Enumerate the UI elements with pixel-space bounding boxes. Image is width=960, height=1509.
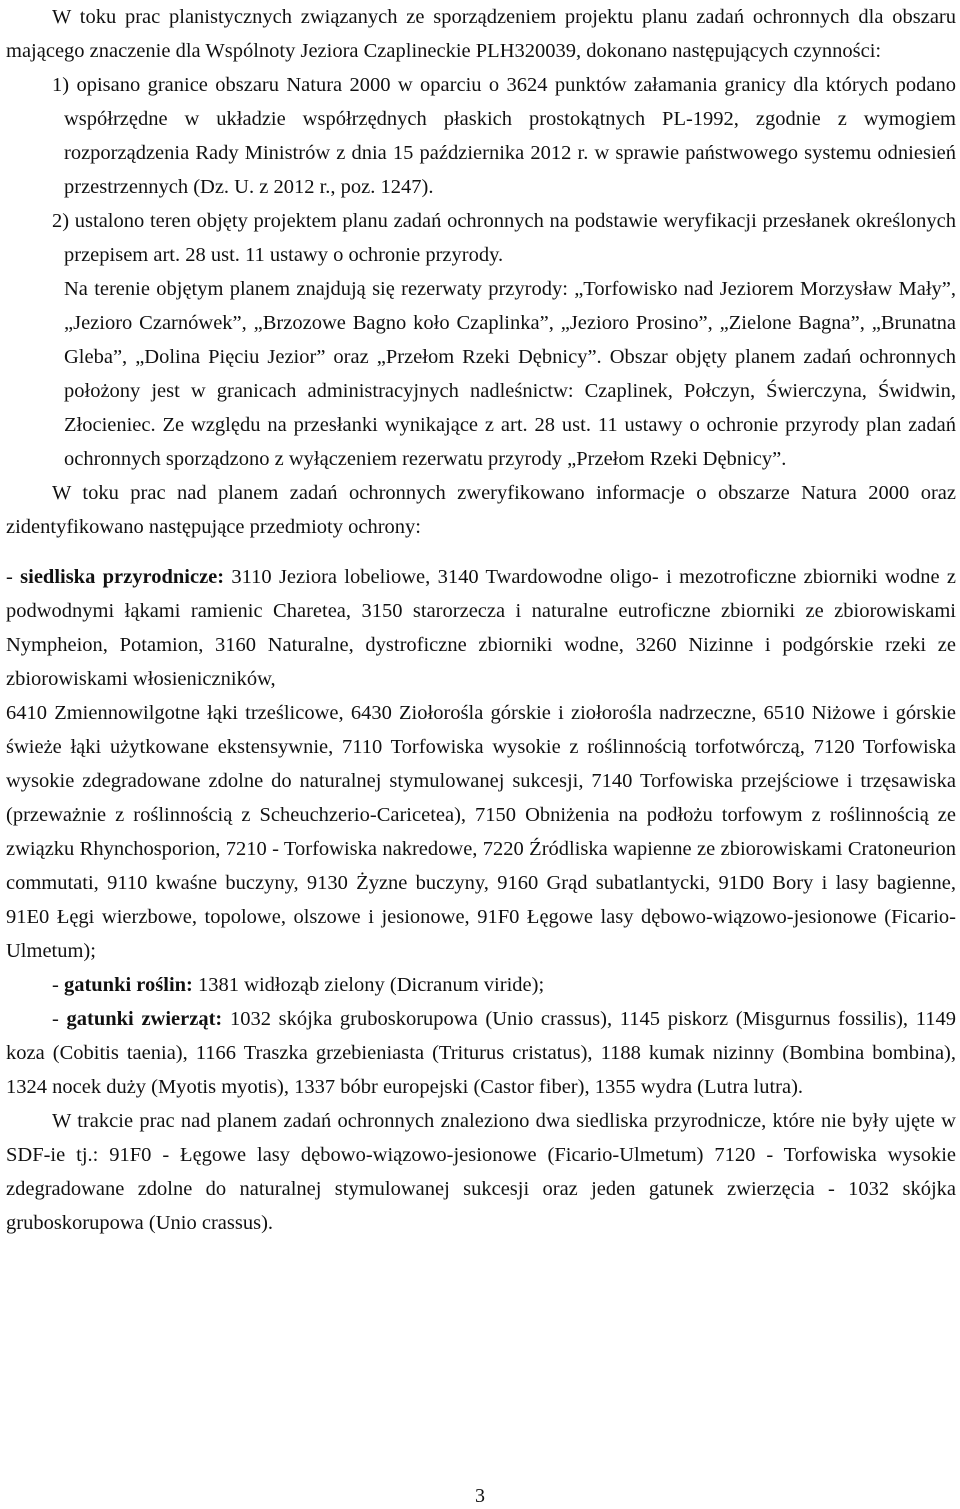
closing-paragraph: W trakcie prac nad planem zadań ochronnych znaleziono dwa siedliska przyrodnicze, które nie były ujęte w SDF-ie tj.: 91F0 - Łęgowe lasy dębowo-wiązowo-jesionowe (Ficario-Ulmetum) 7120 - Torfowiska wysokie zdegradowane zdolne do naturalnej stymulowanej sukcesji oraz jeden gatunek zwierzęcia - 1032 skójka gruboskorupowa (Unio crassus). bbox=[6, 1110, 956, 1234]
plants-dash: - bbox=[52, 974, 64, 996]
plants-text: 1381 widłoząb zielony (Dicranum viride); bbox=[192, 974, 545, 996]
animals-label: gatunki zwierząt: bbox=[66, 1008, 223, 1030]
plants-label: gatunki roślin: bbox=[63, 974, 193, 996]
animals-dash: - bbox=[52, 1008, 67, 1030]
intro-paragraph: W toku prac planistycznych związanych ze sporządzeniem projektu planu zadań ochronnych dla obszaru mającego znaczenie dla Wspólnoty Jeziora Czaplineckie PLH320039, dokonano następujących czynności: bbox=[6, 6, 956, 62]
animals-paragraph bbox=[6, 1002, 956, 1104]
habitats-dash: - bbox=[6, 566, 21, 588]
habitats-label: siedliska przyrodnicze: bbox=[20, 566, 225, 588]
page-number: 3 bbox=[475, 1485, 485, 1507]
habitats-continuation-paragraph: 6410 Zmiennowilgotne łąki trześlicowe, 6430 Ziołorośla górskie i ziołorośla nadrzeczne, 6510 Niżowe i górskie świeże łąki użytkowane ekstensywnie, 7110 Torfowiska wysokie z roślinnością torfotwórczą, 7120 Torfowiska wysokie zdegradowane zdolne do naturalnej stymulowanej sukcesji, 7140 Torfowiska przejściowe i trzęsawiska (przeważnie z roślinnością z Scheuchzerio-Caricetea), 7150 Obniżenia na podłożu torfowym z roślinnością ze związku Rhynchosporion, 7210 - Torfowiska nakredowe, 7220 Źródliska wapienne ze zbiorowiskami Cratoneurion commutati, 9110 kwaśne buczyny, 9130 Żyzne buczyny, 9160 Grąd subatlantycki, 91D0 Bory i lasy bagienne, 91E0 Łęgi wierzbowe, topolowe, olszowe i jesionowe, 91F0 Łęgowe lasy dębowo-wiązowo-jesionowe (Ficario-Ulmetum); bbox=[6, 702, 956, 962]
habitats-paragraph bbox=[6, 560, 956, 696]
step-1-paragraph: 1) opisano granice obszaru Natura 2000 w oparciu o 3624 punktów załamania granicy dla których podano współrzędne w układzie współrzędnych płaskich prostokątnych PL-1992, zgodnie z wymogiem rozporządzenia Rady Ministrów z dnia 15 października 2012 r. w sprawie państwowego systemu odniesień przestrzennych (Dz. U. z 2012 r., poz. 1247). bbox=[52, 74, 956, 198]
step-2-paragraph: 2) ustalono teren objęty projektem planu zadań ochronnych na podstawie weryfikacji przesłanek określonych przepisem art. 28 ust. 11 ustawy o ochronie przyrody. bbox=[52, 210, 956, 266]
reserves-paragraph: Na terenie objętym planem znajdują się rezerwaty przyrody: „Torfowisko nad Jeziorem Morzysław Mały”, „Jezioro Czarnówek”, „Brzozowe Bagno koło Czaplinka”, „Jezioro Prosino”, „Zielone Bagna”, „Brunatna Gleba”, „Dolina Pięciu Jezior” oraz „Przełom Rzeki Dębnicy”. Obszar objęty planem zadań ochronnych położony jest w granicach administracyjnych nadleśnictw: Czaplinek, Połczyn, Świerczyna, Świdwin, Złocieniec. Ze względu na przesłanki wynikające z art. 28 ust. 11 ustawy o ochronie przyrody plan zadań ochronnych sporządzono z wyłączeniem rezerwatu przyrody „Przełom Rzeki Dębnicy”. bbox=[64, 278, 956, 470]
document-page bbox=[6, 0, 956, 1240]
habitats-text-1: 3110 Jeziora lobeliowe, 3140 Twardowodne oligo- i mezotroficzne zbiorniki wodne z podwodnymi łąkami ramienic Charetea, 3150 starorzecza i naturalne eutroficzne zbiorniki ze zbiorowiskami Nympheion, Potamion, 3160 Naturalne, dystroficzne zbiorniki wodne, 3260 Nizinne i podgórskie rzeki ze zbiorowiskami włosieniczników, bbox=[6, 566, 956, 690]
plants-paragraph bbox=[6, 968, 956, 1002]
subjects-intro-paragraph: W toku prac nad planem zadań ochronnych zweryfikowano informacje o obszarze Natura 2000 oraz zidentyfikowano następujące przedmioty ochrony: bbox=[6, 482, 956, 538]
animals-text: 1032 skójka gruboskorupowa (Unio crassus), 1145 piskorz (Misgurnus fossilis), 1149 koza (Cobitis taenia), 1166 Traszka grzebieniasta (Triturus cristatus), 1188 kumak nizinny (Bombina bombina), 1324 nocek duży (Myotis myotis), 1337 bóbr europejski (Castor fiber), 1355 wydra (Lutra lutra). bbox=[6, 1008, 956, 1098]
